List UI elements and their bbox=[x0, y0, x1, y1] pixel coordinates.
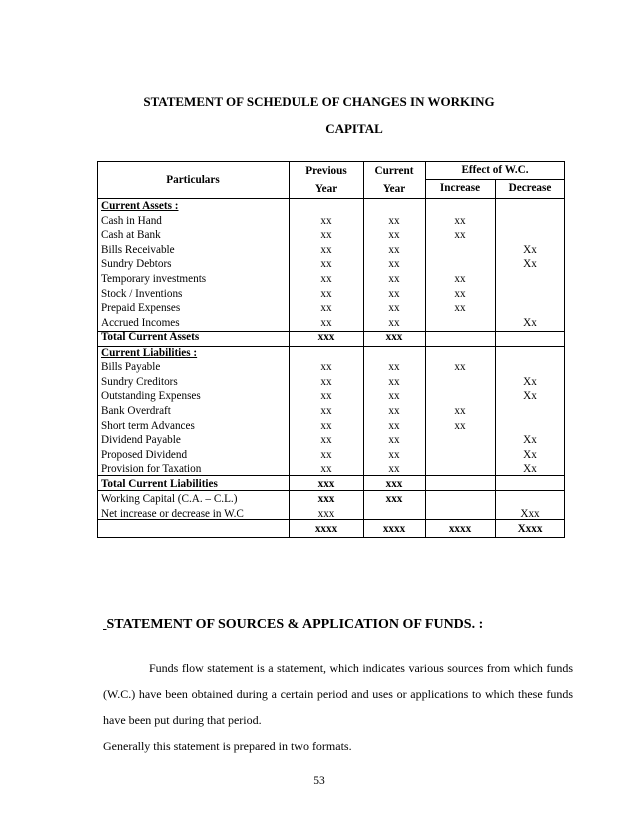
cell-curr: xx bbox=[388, 419, 400, 432]
cell-inc: xx bbox=[454, 229, 466, 242]
cell-prev: xx bbox=[320, 375, 332, 388]
cell-curr: xx bbox=[388, 375, 400, 388]
row-label: Total Current Assets bbox=[101, 331, 200, 344]
cell-inc: xx bbox=[454, 419, 466, 432]
cell-inc: xx bbox=[454, 405, 466, 417]
row-label: Stock / Inventions bbox=[101, 287, 183, 300]
cell-prev: xx bbox=[320, 258, 332, 271]
cell-dec: Xx bbox=[523, 434, 537, 447]
cell-prev: xx bbox=[320, 316, 332, 329]
row-label: Short term Advances bbox=[101, 419, 195, 432]
cell-prev: xx bbox=[320, 361, 332, 374]
cell-prev: xxx bbox=[317, 331, 335, 344]
cell-curr: xx bbox=[388, 361, 400, 374]
cell-inc: xx bbox=[454, 302, 466, 315]
cell-prev: xxxx bbox=[314, 522, 338, 535]
header-particulars: Particulars bbox=[166, 174, 220, 186]
cell-curr: xx bbox=[388, 405, 400, 417]
cell-prev: xx bbox=[320, 214, 332, 227]
cell-curr: xx bbox=[388, 302, 400, 315]
row-label: Bills Payable bbox=[101, 361, 161, 374]
cell-dec: Xx bbox=[523, 448, 537, 461]
row-label: Cash in Hand bbox=[101, 214, 162, 227]
heading-text: STATEMENT OF SOURCES & APPLICATION OF FUNDS. : bbox=[106, 617, 484, 632]
cell-curr: xx bbox=[388, 273, 400, 285]
cell-prev: xx bbox=[320, 243, 332, 256]
cell-inc: xx bbox=[454, 287, 466, 300]
cell-prev: xxx bbox=[317, 478, 335, 490]
cell-curr: xx bbox=[388, 448, 400, 461]
cell-prev: xx bbox=[320, 419, 332, 432]
cell-curr: xxx bbox=[385, 478, 403, 490]
cell-curr: xxx bbox=[385, 493, 403, 505]
cell-curr: xx bbox=[388, 243, 400, 256]
cell-inc: xx bbox=[454, 273, 466, 285]
cell-dec: Xx bbox=[523, 243, 537, 256]
cell-prev: xx bbox=[320, 273, 332, 285]
cell-prev: xxx bbox=[317, 493, 335, 505]
cell-prev: xx bbox=[320, 287, 332, 300]
header-effect: Effect of W.C. bbox=[461, 164, 529, 176]
header-decrease: Decrease bbox=[508, 182, 552, 194]
cell-prev: xx bbox=[320, 390, 332, 403]
row-label: Outstanding Expenses bbox=[101, 390, 201, 403]
row-label: Sundry Debtors bbox=[101, 258, 172, 271]
row-label: Bills Receivable bbox=[101, 243, 175, 256]
row-label: Proposed Dividend bbox=[101, 448, 188, 461]
cell-inc: xx bbox=[454, 214, 466, 227]
cell-inc: xx bbox=[454, 361, 466, 374]
cell-dec: Xx bbox=[523, 258, 537, 271]
cell-curr: xx bbox=[388, 463, 400, 476]
row-label: Prepaid Expenses bbox=[101, 302, 181, 315]
title-line-1: STATEMENT OF SCHEDULE OF CHANGES IN WORKING bbox=[143, 94, 495, 109]
row-label: Net increase or decrease in W.C bbox=[101, 507, 244, 520]
row-label: Cash at Bank bbox=[101, 229, 161, 242]
row-label: Current Assets : bbox=[101, 200, 179, 212]
title-line-2: CAPITAL bbox=[325, 121, 383, 136]
cell-inc: xxxx bbox=[448, 522, 472, 535]
cell-prev: xx bbox=[320, 448, 332, 461]
row-label: Current Liabilities : bbox=[101, 346, 198, 359]
row-label: Dividend Payable bbox=[101, 434, 181, 447]
cell-curr: xx bbox=[388, 258, 400, 271]
paragraph-formats: Generally this statement is prepared in two formats. bbox=[103, 739, 352, 753]
cell-dec: Xx bbox=[523, 390, 537, 403]
header-current-1: Current bbox=[374, 165, 414, 177]
cell-curr: xx bbox=[388, 287, 400, 300]
cell-curr: xx bbox=[388, 229, 400, 242]
working-capital-table bbox=[97, 161, 565, 538]
cell-dec: Xx bbox=[523, 463, 537, 476]
header-increase: Increase bbox=[439, 182, 481, 194]
row-label: Sundry Creditors bbox=[101, 375, 178, 388]
cell-prev: xx bbox=[320, 463, 332, 476]
cell-prev: xx bbox=[320, 229, 332, 242]
cell-curr: xxx bbox=[385, 331, 403, 344]
cell-curr: xx bbox=[388, 316, 400, 329]
header-previous-1: Previous bbox=[305, 165, 347, 177]
cell-dec: Xx bbox=[523, 316, 537, 329]
cell-curr: xx bbox=[388, 214, 400, 227]
cell-curr: xx bbox=[388, 434, 400, 447]
cell-prev: xx bbox=[320, 302, 332, 315]
section-heading bbox=[103, 617, 483, 633]
cell-dec: Xxxx bbox=[517, 522, 543, 535]
row-label: Bank Overdraft bbox=[101, 405, 171, 417]
cell-dec: Xx bbox=[523, 375, 537, 388]
cell-prev: xxx bbox=[317, 507, 335, 520]
header-previous-2: Year bbox=[314, 183, 338, 195]
cell-prev: xx bbox=[320, 434, 332, 447]
row-label: Total Current Liabilities bbox=[101, 478, 218, 490]
row-label: Temporary investments bbox=[101, 273, 207, 285]
cell-curr: xx bbox=[388, 390, 400, 403]
cell-curr: xxxx bbox=[382, 522, 406, 535]
header-current-2: Year bbox=[382, 183, 406, 195]
paragraph-funds-flow: Funds flow statement is a statement, which indicates various sources from which funds (W.C.) have been obtained during a certain period and uses or applications to which these funds have been put during that period. bbox=[103, 661, 573, 727]
row-label: Provision for Taxation bbox=[101, 463, 202, 476]
cell-prev: xx bbox=[320, 405, 332, 417]
cell-dec: Xxx bbox=[520, 507, 540, 520]
row-label: Accrued Incomes bbox=[101, 316, 180, 329]
page-number: 53 bbox=[313, 775, 325, 787]
row-label: Working Capital (C.A. – C.L.) bbox=[101, 493, 238, 505]
